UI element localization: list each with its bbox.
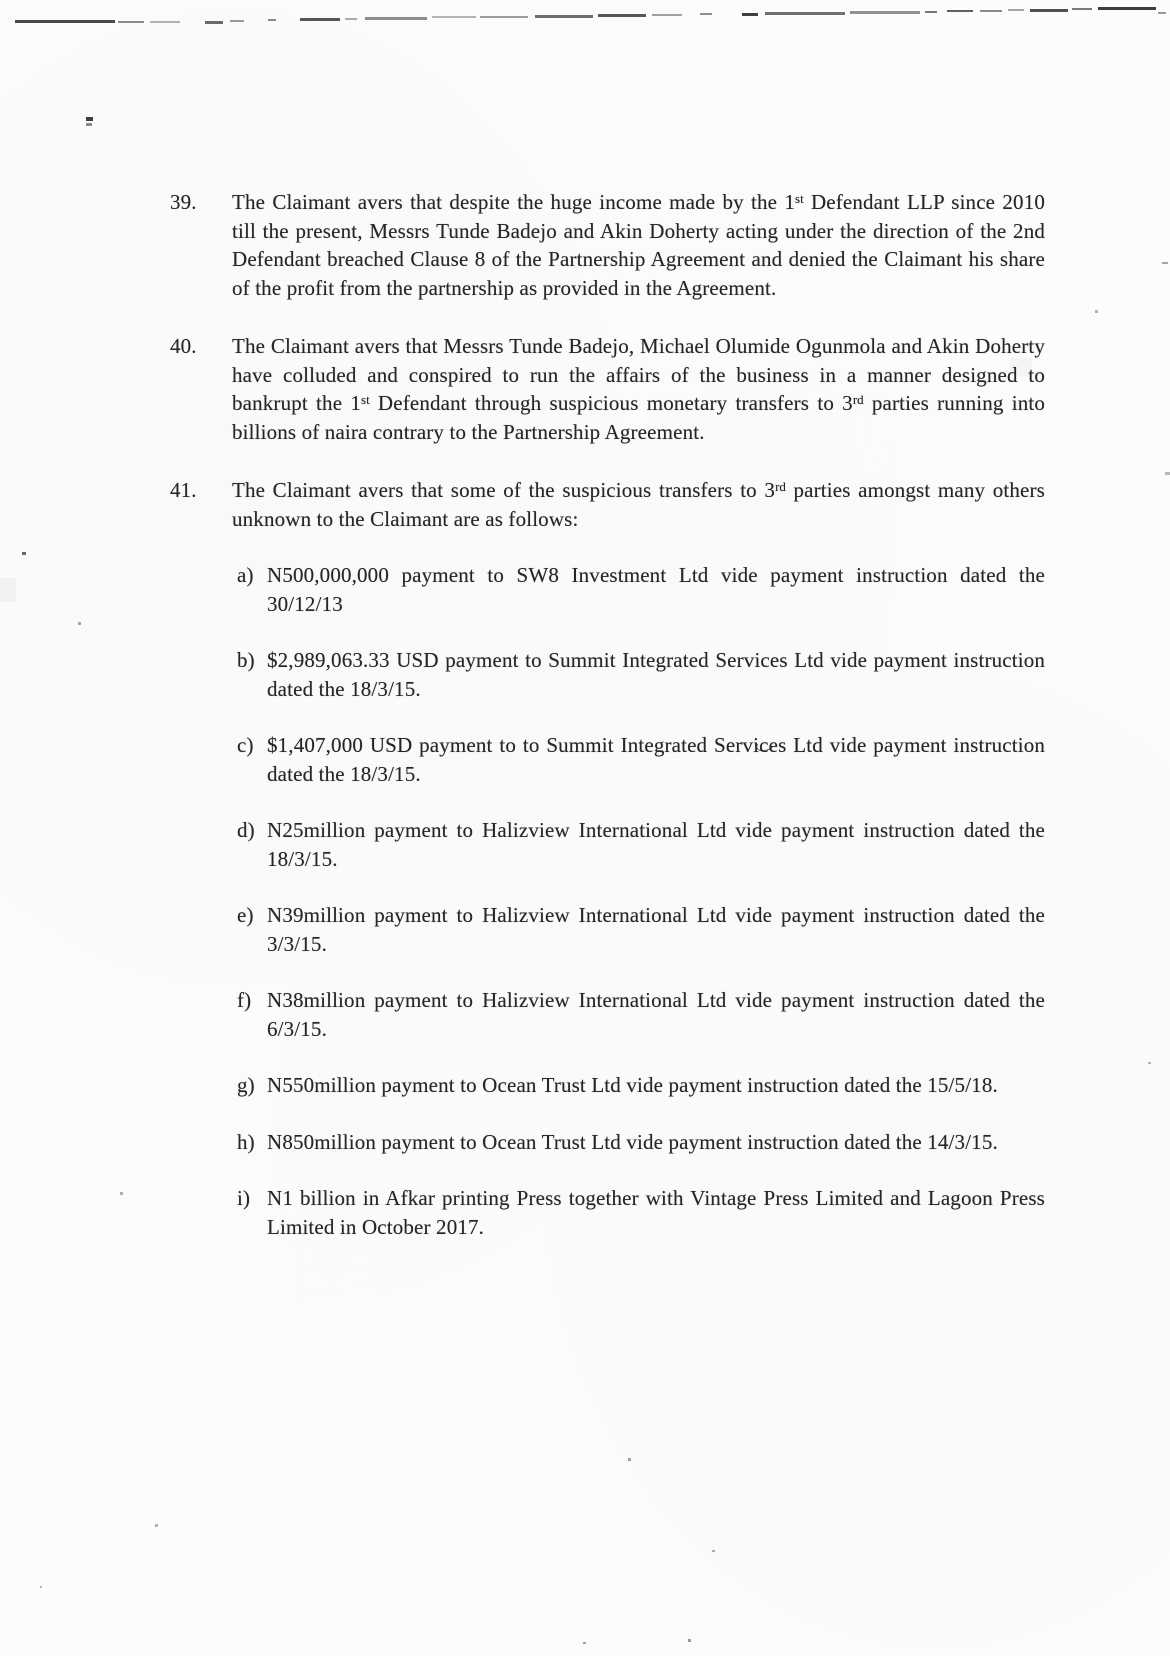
list-item-d xyxy=(237,816,1045,873)
scan-line-segment xyxy=(925,11,937,13)
list-item-a xyxy=(237,561,1045,618)
scan-speck xyxy=(86,117,93,121)
list-item-text: $1,407,000 USD payment to to Summit Integrated Services Ltd vide payment instruction dated the 18/3/15. xyxy=(267,733,1045,786)
list-item-b xyxy=(237,646,1045,703)
scan-speck xyxy=(120,1192,123,1195)
scan-line-segment xyxy=(432,16,476,18)
scan-speck xyxy=(1095,310,1098,313)
list-item-label: e) xyxy=(237,903,254,927)
scan-speck xyxy=(712,1550,715,1552)
list-item-label: h) xyxy=(237,1129,255,1154)
scan-line-segment xyxy=(1158,12,1166,14)
scan-line-segment xyxy=(652,14,682,16)
list-item-label: c) xyxy=(237,733,254,757)
scan-speck xyxy=(86,123,92,126)
scan-line-segment xyxy=(1008,9,1024,11)
scan-line-segment xyxy=(598,14,646,17)
scan-speck xyxy=(1165,472,1170,475)
paragraph-39 xyxy=(170,188,1045,302)
list-item-text: N500,000,000 payment to SW8 Investment Ltd vide payment instruction dated the 30/12/13 xyxy=(267,563,1045,616)
paragraph-number: 39. xyxy=(170,190,197,214)
scan-line-segment xyxy=(480,16,528,18)
paragraph-40 xyxy=(170,332,1045,446)
scan-line-segment xyxy=(205,21,223,24)
list-item-text: N850million payment to Ocean Trust Ltd vide payment instruction dated the 14/3/15. xyxy=(267,1129,998,1154)
list-item-e xyxy=(237,901,1045,958)
scan-speck xyxy=(22,552,26,555)
scan-line-segment xyxy=(1072,8,1092,10)
scan-speck xyxy=(78,622,81,625)
scan-line-segment xyxy=(535,15,593,18)
scan-line-segment xyxy=(1030,9,1068,12)
paragraph-text: The Claimant avers that Messrs Tunde Badejo, Michael Olumide Ogunmola and Akin Doherty have colluded and conspired to run the affairs of the business in a manner designed to bankrupt the 1st Defendant through suspicious monetary transfers to 3rd parties running into billions of naira contrary to the Partnership Agreement. xyxy=(232,334,1045,444)
list-item-g xyxy=(237,1071,1045,1100)
scan-line-segment xyxy=(365,17,427,20)
paragraph-41 xyxy=(170,476,1045,533)
paragraph-number: 40. xyxy=(170,334,197,358)
list-item-text: $2,989,063.33 USD payment to Summit Integrated Services Ltd vide payment instruction dated the 18/3/15. xyxy=(267,648,1045,701)
list-item-text: N1 billion in Afkar printing Press together with Vintage Press Limited and Lagoon Press Limited in October 2017. xyxy=(267,1186,1045,1239)
list-item-h xyxy=(237,1128,1045,1157)
list-item-label: d) xyxy=(237,818,255,842)
scan-line-segment xyxy=(268,19,276,21)
list-item-text: N38million payment to Halizview International Ltd vide payment instruction dated the 6/3/15. xyxy=(267,988,1045,1041)
scan-speck xyxy=(628,1458,631,1461)
scan-speck xyxy=(155,1524,158,1527)
list-item-text: N39million payment to Halizview International Ltd vide payment instruction dated the 3/3/15. xyxy=(267,903,1045,956)
list-item-c xyxy=(237,731,1045,788)
list-item-label: i) xyxy=(237,1186,251,1210)
scan-speck xyxy=(1162,262,1168,264)
scan-line-segment xyxy=(1098,7,1156,10)
scan-line-segment xyxy=(15,20,115,23)
scan-line-segment xyxy=(700,13,712,15)
scan-line-segment xyxy=(765,12,845,15)
document-body xyxy=(170,188,1045,1269)
list-item-text: N550million payment to Ocean Trust Ltd vide payment instruction dated the 15/5/18. xyxy=(267,1073,998,1097)
scan-speck xyxy=(1148,1062,1151,1064)
scan-line-segment xyxy=(150,21,180,23)
scan-speck xyxy=(40,1586,42,1588)
list-item-label: b) xyxy=(237,648,255,672)
scan-line-segment xyxy=(742,13,758,16)
list-item-i xyxy=(237,1184,1045,1241)
scan-line-segment xyxy=(980,10,1002,12)
scan-speck xyxy=(583,1642,586,1644)
scan-speck xyxy=(688,1639,691,1642)
paragraph-number: 41. xyxy=(170,478,197,502)
scan-line-segment xyxy=(230,20,244,22)
list-item-label: f) xyxy=(237,988,252,1012)
scan-line-segment xyxy=(850,11,920,14)
scan-line-segment xyxy=(300,18,340,21)
scan-line-segment xyxy=(345,18,357,20)
list-item-label: g) xyxy=(237,1073,255,1097)
scan-smudge xyxy=(0,578,16,602)
list-item-label: a) xyxy=(237,563,254,587)
paragraph-text: The Claimant avers that despite the huge income made by the 1st Defendant LLP since 2010 till the present, Messrs Tunde Badejo and Akin Doherty acting under the direction of the 2nd Defendant breached Clause 8 of the Partnership Agreement and denied the Claimant his share of the profit from the partnership as provided in the Agreement. xyxy=(232,190,1045,300)
list-item-f xyxy=(237,986,1045,1043)
scan-line-segment xyxy=(118,21,144,23)
transfer-list xyxy=(237,561,1045,1241)
paragraph-text: The Claimant avers that some of the suspicious transfers to 3rd parties amongst many others unknown to the Claimant are as follows: xyxy=(232,478,1045,531)
scan-line-segment xyxy=(947,10,973,12)
list-item-text: N25million payment to Halizview International Ltd vide payment instruction dated the 18/3/15. xyxy=(267,818,1045,871)
